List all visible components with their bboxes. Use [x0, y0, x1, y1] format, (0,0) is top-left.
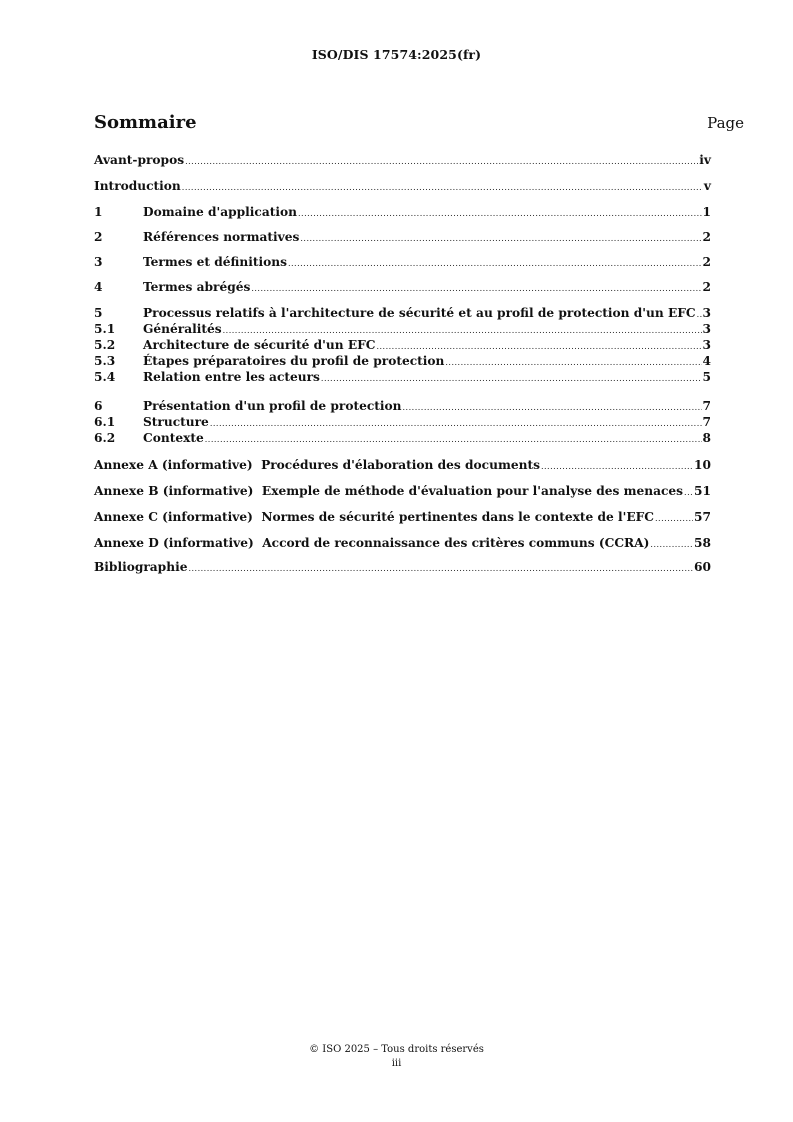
toc-leader-dots: [288, 256, 702, 272]
toc-entry-page: 7: [702, 415, 711, 429]
toc-entry-text: Structure: [143, 415, 209, 429]
toc-entry-5-3[interactable]: [94, 353, 711, 369]
toc-entry-text: Annexe A (informative) Procédures d'élaboration des documents: [94, 458, 540, 472]
toc-entry-6[interactable]: [94, 398, 711, 414]
toc-entry-page: 2: [702, 230, 711, 244]
toc-entry-text: Termes et définitions: [143, 255, 287, 269]
toc-heading-row: [94, 112, 744, 136]
toc-entry-page: 7: [702, 399, 711, 413]
toc-entry-avant-propos[interactable]: [94, 152, 711, 168]
toc-entry-text: Annexe D (informative) Accord de reconnaissance des critères communs (CCRA): [94, 536, 650, 550]
toc-entry-page: 5: [702, 370, 711, 384]
toc-entry-number: 6.2: [94, 431, 116, 445]
document-id-header: ISO/DIS 17574:2025(fr): [311, 47, 482, 62]
toc-entry-page: 58: [694, 536, 711, 550]
page-number: iii: [391, 1058, 402, 1069]
toc-entry-text: Contexte: [143, 431, 204, 445]
toc-leader-dots: [684, 485, 693, 501]
toc-leader-dots: [655, 511, 693, 527]
toc-entry-number: 5.2: [94, 338, 116, 352]
toc-entry-number: 6.1: [94, 415, 116, 429]
toc-entry-text: Architecture de sécurité d'un EFC: [143, 338, 376, 352]
toc-entry-number: 6: [94, 399, 103, 413]
toc-entry-page: 2: [702, 280, 711, 294]
toc-entry-annexe-c[interactable]: [94, 509, 711, 525]
toc-entry-text: Relation entre les acteurs: [143, 370, 320, 384]
toc-entry-annexe-a[interactable]: [94, 457, 711, 473]
toc-entry-page: 3: [702, 306, 711, 320]
toc-entry-page: 1: [702, 205, 711, 219]
toc-page-label: Page: [707, 114, 744, 132]
toc-entry-4[interactable]: [94, 279, 711, 295]
toc-entry-page: 2: [702, 255, 711, 269]
toc-entry-text: Processus relatifs à l'architecture de sécurité et au profil de protection d'un EFC: [143, 306, 696, 320]
toc-entry-annexe-d[interactable]: [94, 535, 711, 551]
toc-entry-number: 5.4: [94, 370, 116, 384]
toc-leader-dots: [298, 206, 702, 222]
toc-entry-text: Généralités: [143, 322, 222, 336]
toc-entry-page: v: [703, 179, 711, 193]
toc-entry-text: Avant-propos: [94, 153, 185, 167]
toc-entry-number: 5: [94, 306, 103, 320]
copyright-notice: © ISO 2025 – Tous droits réservés: [309, 1044, 484, 1055]
toc-entry-5-1[interactable]: [94, 321, 711, 337]
toc-entry-text: Termes abrégés: [143, 280, 251, 294]
toc-leader-dots: [182, 180, 703, 196]
toc-entry-page: 51: [694, 484, 711, 498]
toc-leader-dots: [650, 537, 693, 553]
toc-entry-number: 2: [94, 230, 103, 244]
toc-entry-6-1[interactable]: [94, 414, 711, 430]
toc-leader-dots: [188, 561, 693, 577]
toc-entry-5-2[interactable]: [94, 337, 711, 353]
toc-leader-dots: [251, 281, 701, 297]
toc-entry-text: Présentation d'un profil de protection: [143, 399, 402, 413]
toc-leader-dots: [300, 231, 701, 247]
toc-entry-page: 60: [694, 560, 711, 574]
toc-entry-5-4[interactable]: [94, 369, 711, 385]
toc-entry-text: Références normatives: [143, 230, 300, 244]
toc-entry-1[interactable]: [94, 204, 711, 220]
toc-leader-dots: [185, 154, 698, 170]
toc-entry-text: Introduction: [94, 179, 181, 193]
toc-entry-number: 3: [94, 255, 103, 269]
toc-entry-page: 3: [702, 322, 711, 336]
page-footer: [0, 1043, 793, 1071]
toc-entry-page: 3: [702, 338, 711, 352]
toc-entry-number: 1: [94, 205, 103, 219]
toc-entry-text: Domaine d'application: [143, 205, 297, 219]
toc-entry-text: Annexe C (informative) Normes de sécurité pertinentes dans le contexte de l'EFC: [94, 510, 655, 524]
toc-title: Sommaire: [94, 112, 197, 133]
toc-leader-dots: [541, 459, 693, 475]
toc-entry-number: 5.3: [94, 354, 116, 368]
toc-entry-5[interactable]: [94, 305, 711, 321]
toc-leader-dots: [321, 371, 702, 387]
toc-entry-introduction[interactable]: [94, 178, 711, 194]
toc-entry-text: Annexe B (informative) Exemple de méthode d'évaluation pour l'analyse des menaces: [94, 484, 684, 498]
toc-entry-3[interactable]: [94, 254, 711, 270]
toc-entry-page: 57: [694, 510, 711, 524]
toc-entry-page: 10: [694, 458, 711, 472]
toc-entry-2[interactable]: [94, 229, 711, 245]
toc-entry-6-2[interactable]: [94, 430, 711, 446]
toc-entry-bibliographie[interactable]: [94, 559, 711, 575]
toc-entry-page: 8: [702, 431, 711, 445]
toc-entry-annexe-b[interactable]: [94, 483, 711, 499]
toc-entry-number: 5.1: [94, 322, 116, 336]
toc-entry-text: Étapes préparatoires du profil de protection: [143, 354, 445, 368]
toc-entry-number: 4: [94, 280, 103, 294]
toc-entry-text: Bibliographie: [94, 560, 188, 574]
toc-entry-page: 4: [702, 354, 711, 368]
toc-entry-page: iv: [699, 153, 711, 167]
toc-leader-dots: [205, 432, 702, 448]
